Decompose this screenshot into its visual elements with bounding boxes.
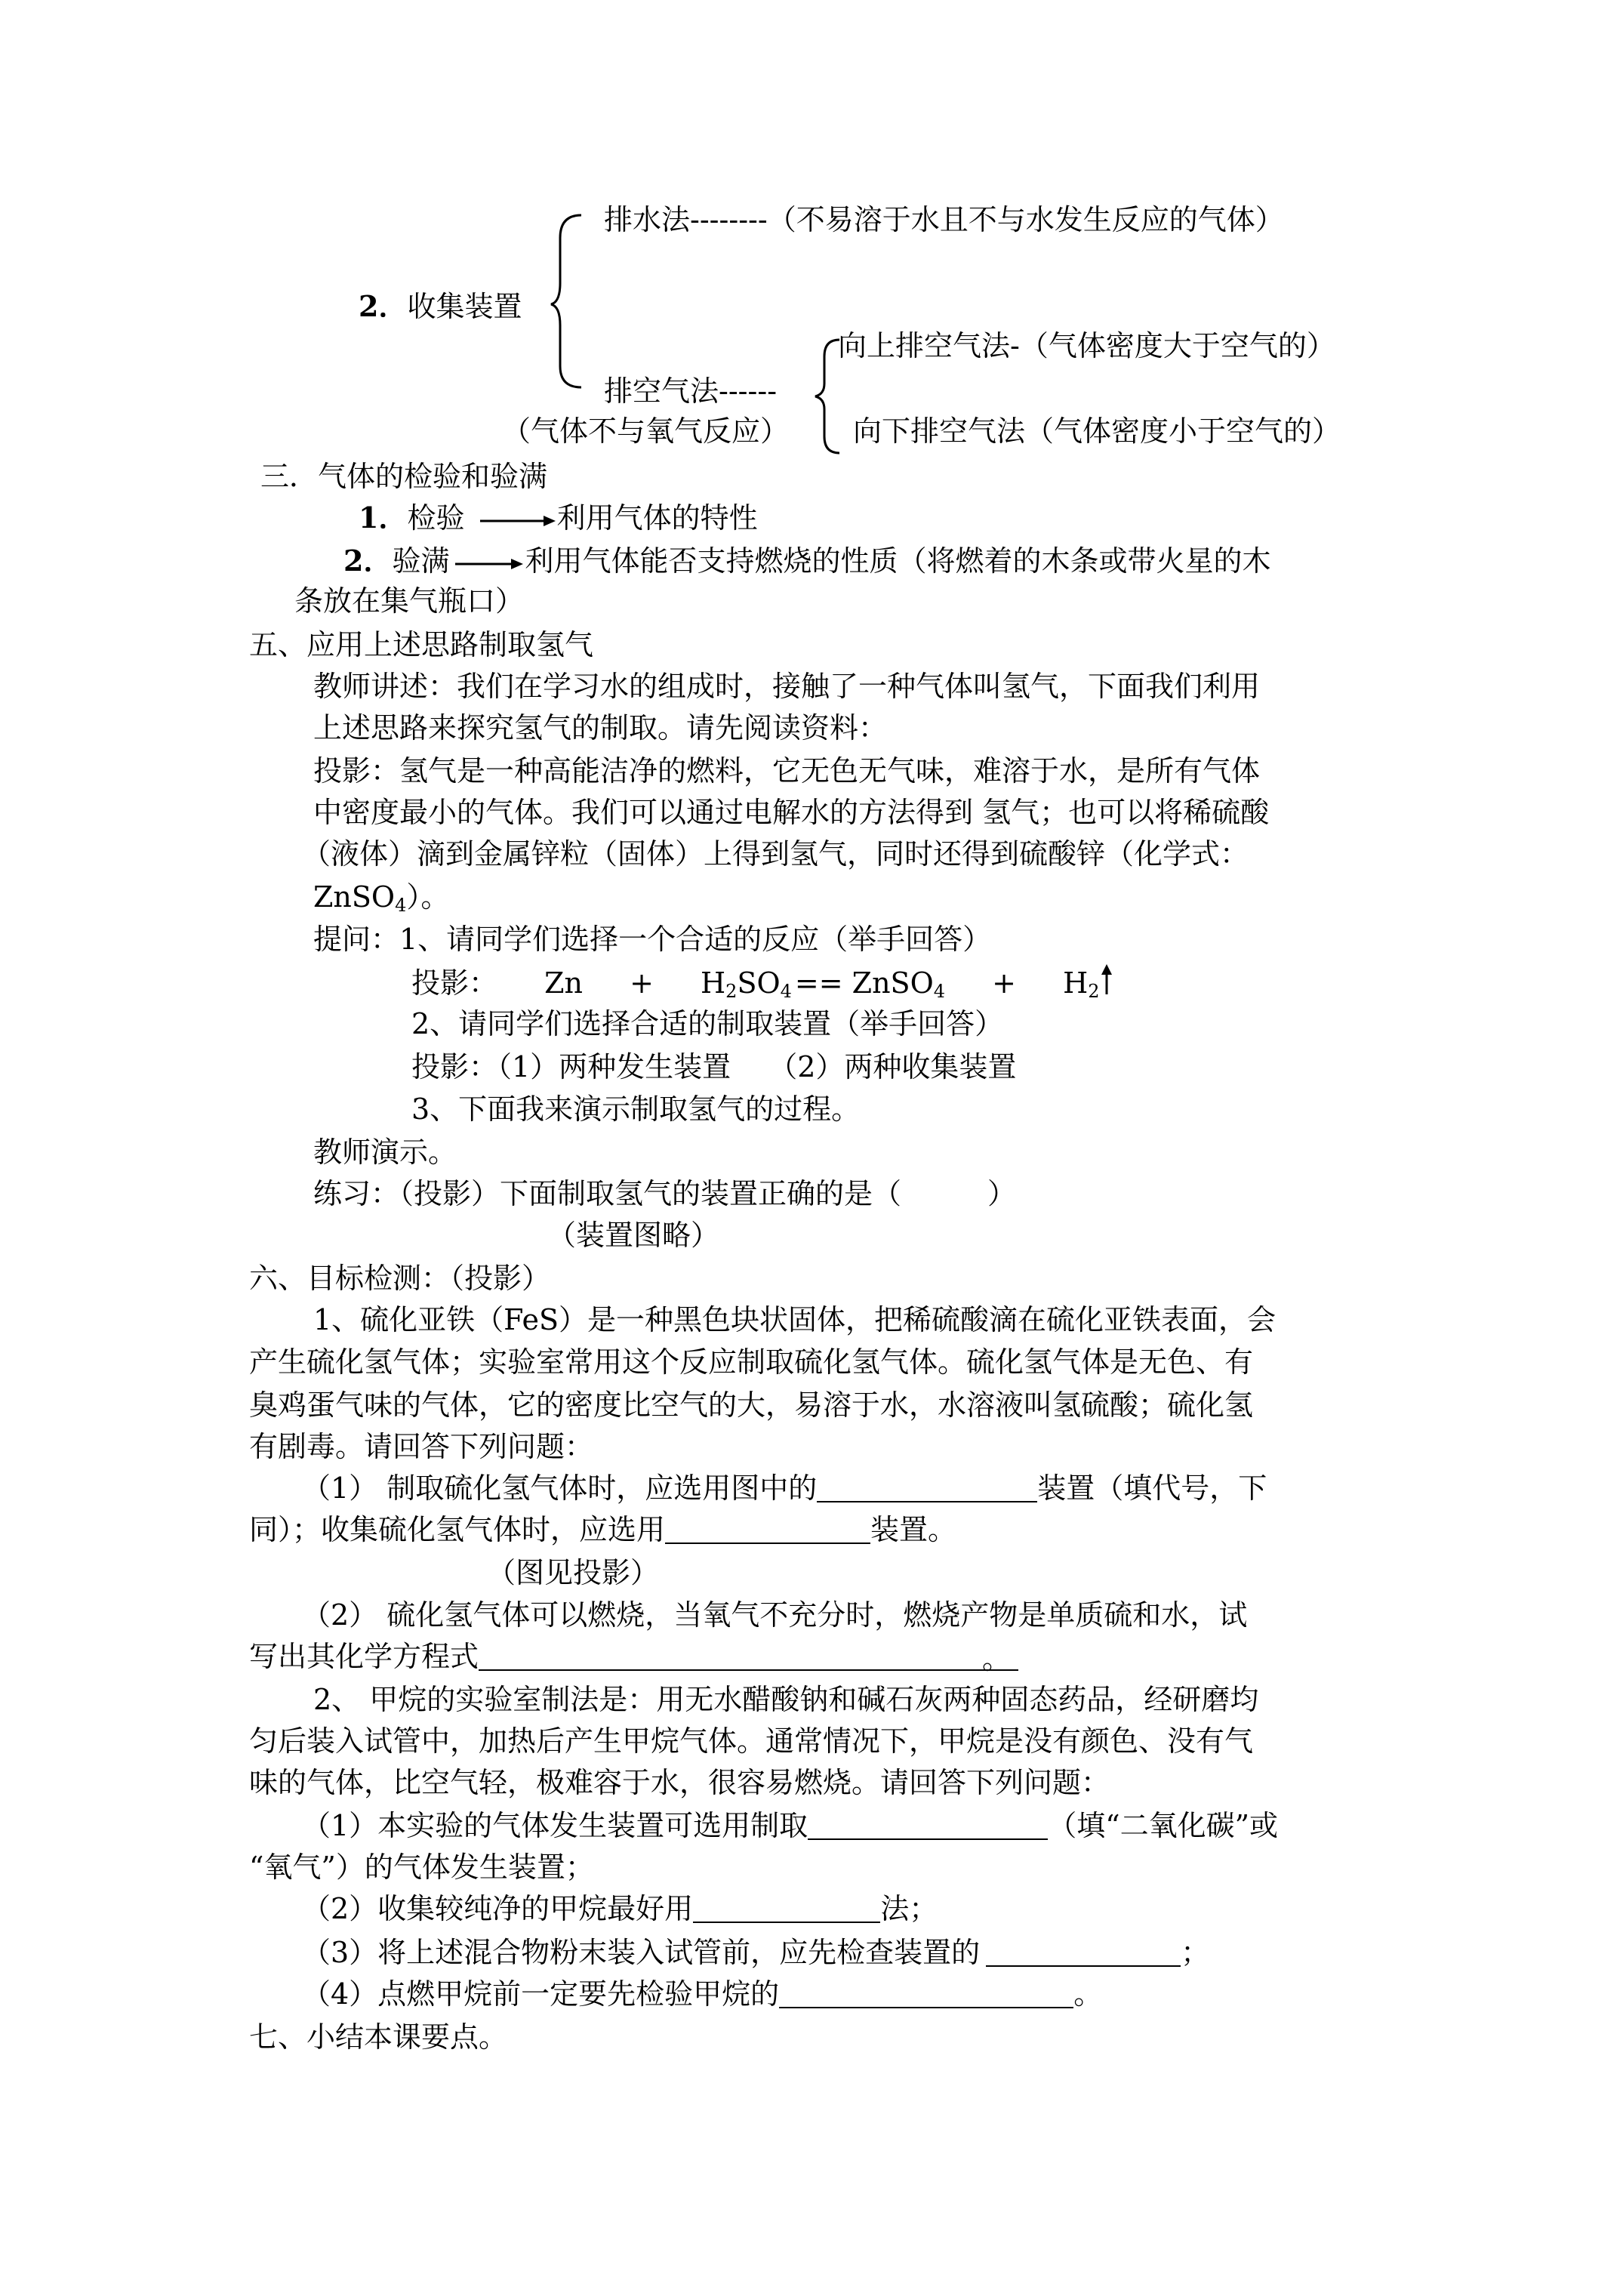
upward-displacement: 向上排空气法-（气体密度大于空气的）	[838, 329, 1335, 362]
section5-title: 五、应用上述思路制取氢气	[249, 628, 594, 661]
s6-q1-2: （2） 硫化氢气体可以燃烧，当氧气不充分时，燃烧产物是单质硫和水，试	[302, 1598, 1248, 1632]
figure-note: （图见投影）	[487, 1556, 660, 1589]
answer-blank[interactable]	[665, 1512, 870, 1544]
arrow-icon	[474, 512, 557, 530]
exercise: 练习：（投影）下面制取氢气的装置正确的是（ ）	[313, 1177, 1017, 1210]
q1-1-text: （1） 制取硫化氢气体时，应选用图中的	[302, 1472, 818, 1505]
test-text: 利用气体的特性	[556, 501, 758, 535]
eq-plus: +	[630, 966, 654, 1000]
znso4-text: ZnSO	[313, 880, 396, 914]
s6-q2-1	[302, 1806, 1278, 1845]
s6-q1d: 有剧毒。请回答下列问题：	[249, 1430, 594, 1463]
downward-displacement: 向下排空气法（气体密度小于空气的）	[853, 415, 1341, 448]
q1-2-text: 写出其化学方程式	[249, 1640, 479, 1673]
subscript: 4	[933, 981, 946, 1002]
q2-2-text: （2）收集较纯净的甲烷最好用	[302, 1892, 694, 1925]
s6-q1-1-cont	[249, 1510, 956, 1549]
answer-blank[interactable]	[986, 1935, 1181, 1967]
q2-3-text: （3）将上述混合物粉末装入试管前，应先检查装置的	[302, 1936, 981, 1969]
eq-plus: +	[992, 966, 1016, 1000]
eq-zn: Zn	[544, 966, 583, 1000]
test-label: 检验	[407, 501, 465, 535]
s6-q1b: 产生硫化氢气体；实验室常用这个反应制取硫化氢气体。硫化氢气体是无色、有	[249, 1345, 1254, 1379]
s5-p1b: 上述思路来探究氢气的制取。请先阅读资料：	[313, 711, 888, 744]
question-2-projection: 投影：（1）两种发生装置 （2）两种收集装置	[411, 1050, 1017, 1083]
question-3: 3、下面我来演示制取氢气的过程。	[411, 1093, 861, 1126]
period: 。	[982, 1642, 1012, 1675]
s5-p2a: 投影：氢气是一种高能洁净的燃料，它无色无气味，难溶于水，是所有气体	[313, 754, 1261, 787]
answer-blank[interactable]	[693, 1891, 880, 1923]
q2-1-text: （1）本实验的气体发生装置可选用制取	[302, 1809, 808, 1842]
s6-q2-1-cont: “氧气”）的气体发生装置；	[249, 1851, 594, 1884]
full-label: 验满	[392, 544, 450, 578]
water-method: 排水法--------（不易溶于水且不与水发生反应的气体）	[604, 203, 1284, 236]
collect-label	[359, 287, 522, 326]
s5-p1a: 教师讲述：我们在学习水的组成时，接触了一种气体叫氢气，下面我们利用	[313, 670, 1261, 703]
subscript: 2	[1088, 981, 1100, 1002]
s6-q2a: 2、 甲烷的实验室制法是：用无水醋酸钠和碱石灰两种固态药品，经研磨均	[313, 1683, 1259, 1716]
subscript: 4	[395, 895, 407, 916]
equation	[411, 963, 1114, 1003]
s5-p2d	[313, 877, 449, 917]
eq-h: H	[701, 966, 726, 1000]
eq-so: SO	[737, 966, 781, 1000]
collect-label-text: 收集装置	[407, 290, 522, 323]
answer-blank[interactable]	[779, 1977, 1073, 2008]
q1-1-text-b: 装置（填代号，下	[1037, 1472, 1267, 1505]
answer-blank[interactable]	[808, 1808, 1048, 1840]
collect-brace	[551, 215, 596, 389]
s6-q2-2	[302, 1889, 938, 1928]
answer-blank[interactable]	[817, 1471, 1037, 1502]
s6-q1-2-cont	[249, 1637, 1018, 1676]
air-method: 排空气法------	[604, 374, 778, 408]
s6-q2c: 味的气体，比空气轻，极难容于水，很容易燃烧。请回答下列问题：	[249, 1766, 1110, 1799]
s6-q1c: 臭鸡蛋气味的气体，它的密度比空气的大，易溶于水，水溶液叫氢硫酸；硫化氢	[249, 1388, 1254, 1422]
full-item	[343, 541, 1270, 581]
s6-q1-1	[302, 1469, 1267, 1508]
s6-q1a: 1、硫化亚铁（FeS）是一种黑色块状固体，把稀硫酸滴在硫化亚铁表面，会	[313, 1303, 1276, 1336]
air-method-note: （气体不与氧气反应）	[502, 415, 790, 448]
eq-label: 投影：	[411, 966, 498, 1000]
q2-1-text-b: （填“二氧化碳”或	[1048, 1809, 1279, 1842]
answer-blank[interactable]	[479, 1639, 1018, 1675]
s6-q2b: 匀后装入试管中，加热后产生甲烷气体。通常情况下，甲烷是没有颜色、没有气	[249, 1724, 1254, 1758]
question-1: 提问：1、请同学们选择一个合适的反应（举手回答）	[313, 923, 992, 956]
exercise-note: （装置图略）	[547, 1219, 720, 1252]
collect-num: 2．	[359, 289, 408, 323]
q2-4-text-b: 。	[1073, 1977, 1103, 2011]
teacher-demo: 教师演示。	[313, 1136, 457, 1169]
q1-1-text-c: 同）；收集硫化氢气体时，应选用	[249, 1513, 666, 1546]
s5-p2b: 中密度最小的气体。我们可以通过电解水的方法得到 氢气；也可以将稀硫酸	[313, 796, 1270, 829]
arrow-icon	[449, 555, 525, 573]
subscript: 2	[725, 981, 738, 1002]
s6-q2-3	[302, 1933, 1209, 1972]
full-item-cont: 条放在集气瓶口）	[294, 584, 525, 618]
s5-p2c: （液体）滴到金属锌粒（固体）上得到氢气，同时还得到硫酸锌（化学式：	[302, 837, 1249, 871]
close-paren: ）。	[406, 880, 450, 914]
full-num: 2．	[343, 544, 393, 578]
subscript: 4	[780, 981, 792, 1002]
gas-up-arrow-icon	[1099, 963, 1114, 996]
s6-q2-4	[302, 1974, 1102, 2014]
full-text: 利用气体能否支持燃烧的性质（将燃着的木条或带火星的木	[525, 544, 1271, 578]
eq-h2: H	[1063, 966, 1089, 1000]
q2-2-text-b: 法；	[880, 1892, 938, 1925]
section6-title: 六、目标检测：（投影）	[249, 1262, 551, 1295]
section3-title: 三．气体的检验和验满	[260, 460, 548, 493]
section7-title: 七、小结本课要点。	[249, 2020, 508, 2054]
eq-equals: == ZnSO	[794, 966, 934, 1000]
question-2: 2、请同学们选择合适的制取装置（举手回答）	[411, 1007, 1004, 1040]
q2-3-text-b: ；	[1181, 1936, 1210, 1969]
test-item	[359, 498, 758, 538]
test-num: 1．	[359, 501, 408, 535]
q1-1-text-d: 装置。	[870, 1513, 957, 1546]
q2-4-text: （4）点燃甲烷前一定要先检验甲烷的	[302, 1977, 780, 2011]
